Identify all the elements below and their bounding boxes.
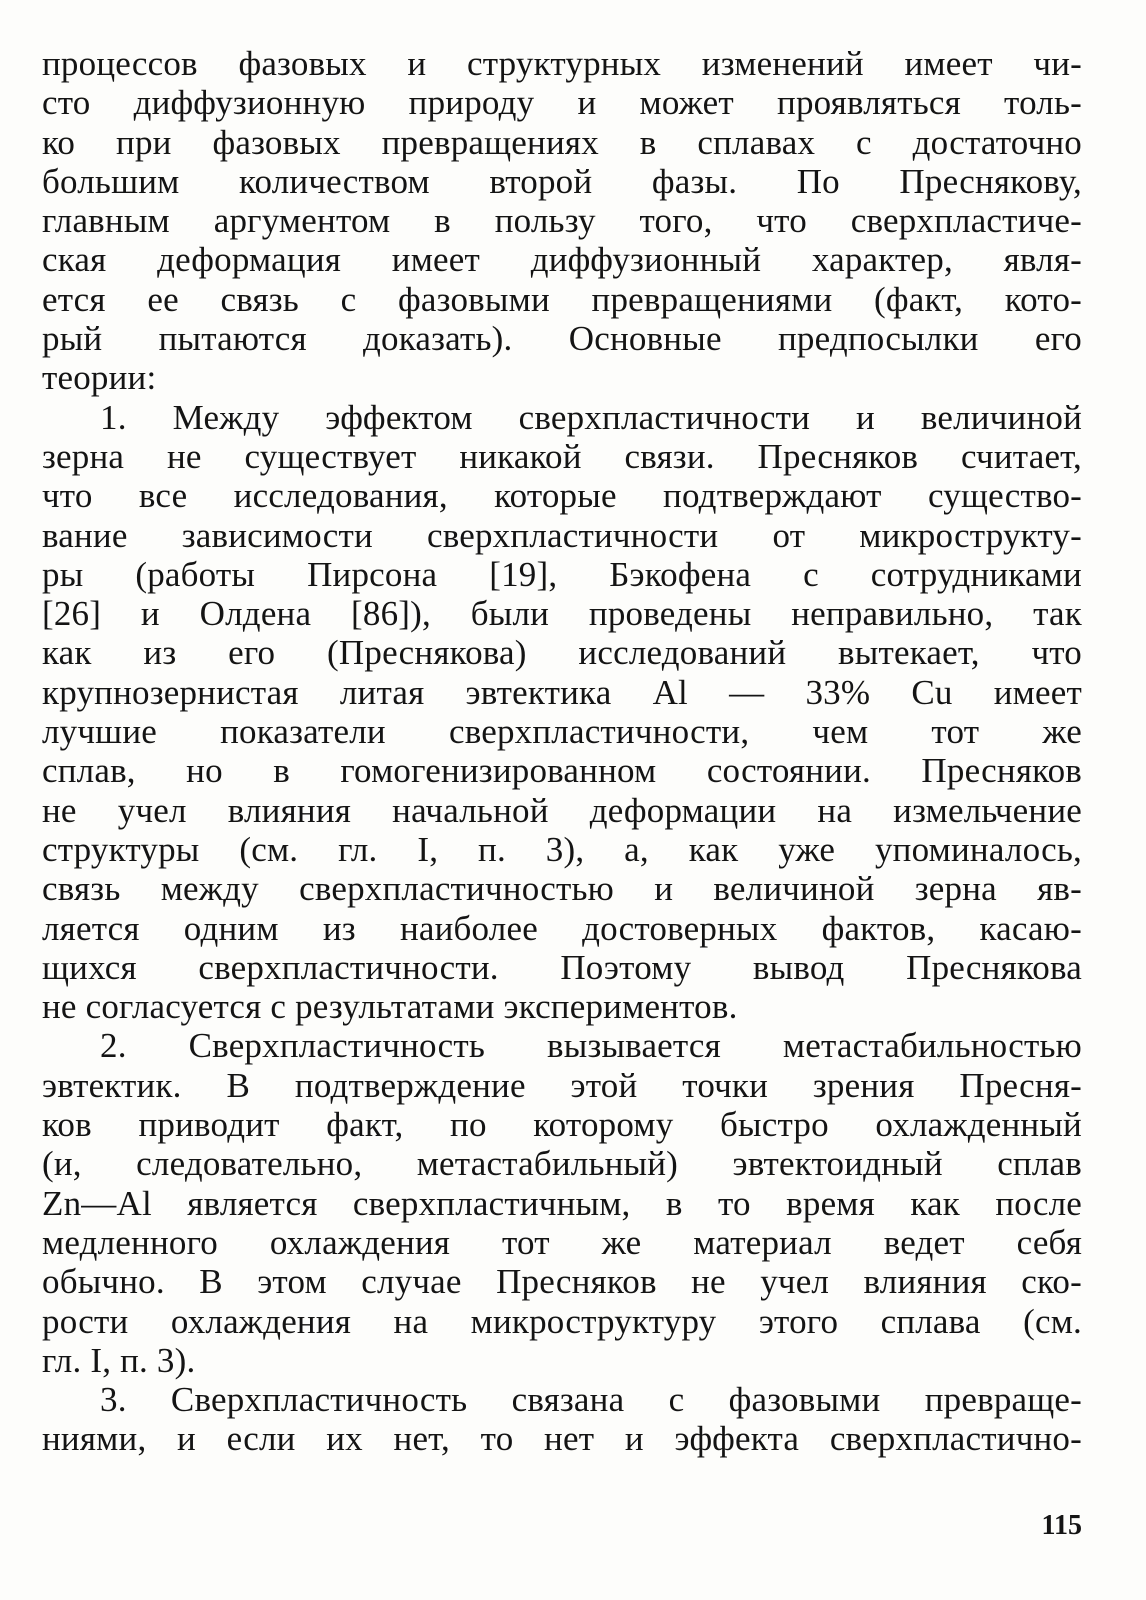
text-line: 3. Сверхпластичность связана с фазовыми превраще-	[100, 1380, 1082, 1420]
text-line: сплав, но в гомогенизированном состоянии. Пресняков	[42, 751, 1082, 791]
text-line: вание зависимости сверхпластичности от микрострукту-	[42, 515, 1082, 555]
text-line: эвтектик. В подтверждение этой точки зрения Пресня-	[42, 1065, 1082, 1105]
text-line: лучшие показатели сверхпластичности, чем тот же	[42, 712, 1082, 752]
text-line: не учел влияния начальной деформации на измельчение	[42, 790, 1082, 830]
text-line: [26] и Олдена [86]), были проведены неправильно, так	[42, 594, 1082, 634]
text-line: ется ее связь с фазовыми превращениями (факт, кото-	[42, 279, 1082, 319]
text-line: 1. Между эффектом сверхпластичности и величиной	[100, 397, 1082, 437]
text-line: ская деформация имеет диффузионный характер, явля-	[42, 240, 1082, 280]
text-line: гл. I, п. 3).	[42, 1340, 196, 1380]
text-line: обычно. В этом случае Пресняков не учел влияния ско-	[42, 1262, 1082, 1302]
text-line: ляется одним из наиболее достоверных фактов, касаю-	[42, 908, 1082, 948]
text-line: большим количеством второй фазы. По Преснякову,	[42, 161, 1082, 201]
text-line: ков приводит факт, по которому быстро охлажденный	[42, 1105, 1082, 1145]
text-line: что все исследования, которые подтверждают существо-	[42, 476, 1082, 516]
text-line: (и, следовательно, метастабильный) эвтектоидный сплав	[42, 1144, 1082, 1184]
text-line: главным аргументом в пользу того, что сверхпластиче-	[42, 201, 1082, 241]
text-line: медленного охлаждения тот же материал ведет себя	[42, 1222, 1082, 1262]
text-line: зерна не существует никакой связи. Пресняков считает,	[42, 436, 1082, 476]
text-line: Zn—Al является сверхпластичным, в то время как после	[42, 1183, 1082, 1223]
page-number: 115	[1041, 1510, 1082, 1541]
text-line: ниями, и если их нет, то нет и эффекта сверхпластично-	[42, 1419, 1082, 1459]
text-line: 2. Сверхпластичность вызывается метастабильностью	[100, 1026, 1082, 1066]
body-text	[42, 44, 1082, 1459]
text-line: теории:	[42, 358, 157, 398]
text-line: связь между сверхпластичностью и величиной зерна яв-	[42, 869, 1082, 909]
text-line: крупнозернистая литая эвтектика Al — 33% Cu имеет	[42, 672, 1082, 712]
text-line: как из его (Преснякова) исследований вытекает, что	[42, 633, 1082, 673]
text-line: структуры (см. гл. I, п. 3), а, как уже упоминалось,	[42, 829, 1082, 869]
text-line: процессов фазовых и структурных изменений имеет чи-	[42, 44, 1082, 83]
text-line: ры (работы Пирсона [19], Бэкофена с сотрудниками	[42, 554, 1082, 594]
text-line: не согласуется с результатами экспериментов.	[42, 987, 738, 1027]
text-line: ко при фазовых превращениях в сплавах с достаточно	[42, 122, 1082, 162]
text-line: рости охлаждения на микроструктуру этого сплава (см.	[42, 1301, 1082, 1341]
text-line: рый пытаются доказать). Основные предпосылки его	[42, 319, 1082, 359]
text-line: щихся сверхпластичности. Поэтому вывод Преснякова	[42, 947, 1082, 987]
text-line: сто диффузионную природу и может проявляться толь-	[42, 83, 1082, 123]
